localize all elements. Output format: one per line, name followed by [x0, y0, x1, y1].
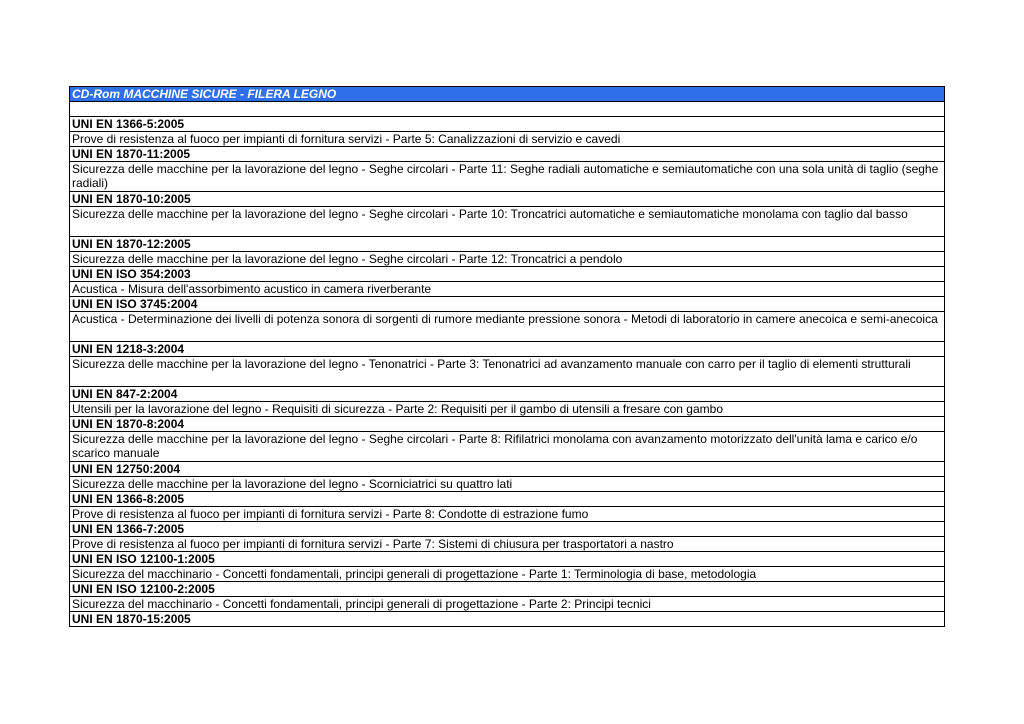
standard-code-row [70, 237, 945, 252]
standard-code-row [70, 342, 945, 357]
standard-title-row [70, 432, 945, 462]
header-title-cell[interactable]: CD-Rom MACCHINE SICURE - FILERA LEGNO [70, 87, 945, 102]
standard-title-cell[interactable]: Sicurezza delle macchine per la lavorazione del legno - Seghe circolari - Parte 12: Troncatrici a pendolo [70, 252, 945, 267]
standard-code-row [70, 582, 945, 597]
standard-title-cell[interactable]: Prove di resistenza al fuoco per impianti di fornitura servizi - Parte 7: Sistemi di chiusura per trasportatori a nastro [70, 537, 945, 552]
standard-code-row [70, 117, 945, 132]
standard-code-row [70, 492, 945, 507]
standard-code-cell[interactable]: UNI EN 1366-8:2005 [70, 492, 945, 507]
standard-title-row [70, 207, 945, 237]
standard-title-cell[interactable]: Sicurezza delle macchine per la lavorazione del legno - Seghe circolari - Parte 8: Rifilatrici monolama con avanzamento motorizzato dell'unità lama e carico e/o scarico manuale [70, 432, 945, 462]
standard-code-cell[interactable]: UNI EN ISO 12100-1:2005 [70, 552, 945, 567]
standard-title-row [70, 132, 945, 147]
standard-title-row [70, 507, 945, 522]
standard-code-row [70, 297, 945, 312]
standard-code-cell[interactable]: UNI EN 1870-15:2005 [70, 612, 945, 627]
standard-title-row [70, 477, 945, 492]
standard-title-cell[interactable]: Sicurezza del macchinario - Concetti fondamentali, principi generali di progettazione - Parte 1: Terminologia di base, metodologia [70, 567, 945, 582]
standard-code-cell[interactable]: UNI EN 1366-7:2005 [70, 522, 945, 537]
standard-code-row [70, 147, 945, 162]
standard-title-cell[interactable]: Acustica - Determinazione dei livelli di potenza sonora di sorgenti di rumore mediante pressione sonora - Metodi di laboratorio in camere anecoica e semi-anecoica [70, 312, 945, 342]
standard-title-row [70, 537, 945, 552]
standard-title-row [70, 597, 945, 612]
standard-code-cell[interactable]: UNI EN 1366-5:2005 [70, 117, 945, 132]
standard-code-cell[interactable]: UNI EN 12750:2004 [70, 462, 945, 477]
standard-title-row [70, 567, 945, 582]
standard-title-row [70, 402, 945, 417]
standard-code-row [70, 192, 945, 207]
standard-code-cell[interactable]: UNI EN 847-2:2004 [70, 387, 945, 402]
standard-code-cell[interactable]: UNI EN ISO 12100-2:2005 [70, 582, 945, 597]
standard-code-row [70, 267, 945, 282]
standard-code-cell[interactable]: UNI EN ISO 3745:2004 [70, 297, 945, 312]
standards-table-body [70, 87, 945, 627]
standard-title-row [70, 252, 945, 267]
standard-title-cell[interactable]: Sicurezza del macchinario - Concetti fondamentali, principi generali di progettazione - Parte 2: Principi tecnici [70, 597, 945, 612]
standards-table [69, 86, 945, 627]
blank-row [70, 102, 945, 117]
standard-code-cell[interactable]: UNI EN ISO 354:2003 [70, 267, 945, 282]
standard-code-cell[interactable]: UNI EN 1870-8:2004 [70, 417, 945, 432]
standard-code-row [70, 612, 945, 627]
standard-code-row [70, 417, 945, 432]
standard-code-cell[interactable]: UNI EN 1870-10:2005 [70, 192, 945, 207]
standard-title-cell[interactable]: Utensili per la lavorazione del legno - Requisiti di sicurezza - Parte 2: Requisiti per il gambo di utensili a fresare con gambo [70, 402, 945, 417]
standard-title-row [70, 312, 945, 342]
blank-cell[interactable] [70, 102, 945, 117]
standard-title-cell[interactable]: Sicurezza delle macchine per la lavorazione del legno - Scorniciatrici su quattro lati [70, 477, 945, 492]
standard-title-cell[interactable]: Acustica - Misura dell'assorbimento acustico in camera riverberante [70, 282, 945, 297]
standard-title-cell[interactable]: Prove di resistenza al fuoco per impianti di fornitura servizi - Parte 5: Canalizzazioni di servizio e cavedi [70, 132, 945, 147]
standard-title-cell[interactable]: Sicurezza delle macchine per la lavorazione del legno - Seghe circolari - Parte 10: Troncatrici automatiche e semiautomatiche monolama con taglio dal basso [70, 207, 945, 237]
standard-code-row [70, 387, 945, 402]
standard-title-row [70, 357, 945, 387]
standard-code-row [70, 462, 945, 477]
standard-code-cell[interactable]: UNI EN 1870-12:2005 [70, 237, 945, 252]
header-row [70, 87, 945, 102]
standard-code-cell[interactable]: UNI EN 1218-3:2004 [70, 342, 945, 357]
standard-title-row [70, 162, 945, 192]
standard-code-row [70, 522, 945, 537]
standard-title-cell[interactable]: Sicurezza delle macchine per la lavorazione del legno - Tenonatrici - Parte 3: Tenonatrici ad avanzamento manuale con carro per il taglio di elementi strutturali [70, 357, 945, 387]
standard-title-cell[interactable]: Sicurezza delle macchine per la lavorazione del legno - Seghe circolari - Parte 11: Seghe radiali automatiche e semiautomatiche con una sola unità di taglio (seghe radiali) [70, 162, 945, 192]
standard-code-cell[interactable]: UNI EN 1870-11:2005 [70, 147, 945, 162]
standard-title-row [70, 282, 945, 297]
standard-title-cell[interactable]: Prove di resistenza al fuoco per impianti di fornitura servizi - Parte 8: Condotte di estrazione fumo [70, 507, 945, 522]
standard-code-row [70, 552, 945, 567]
